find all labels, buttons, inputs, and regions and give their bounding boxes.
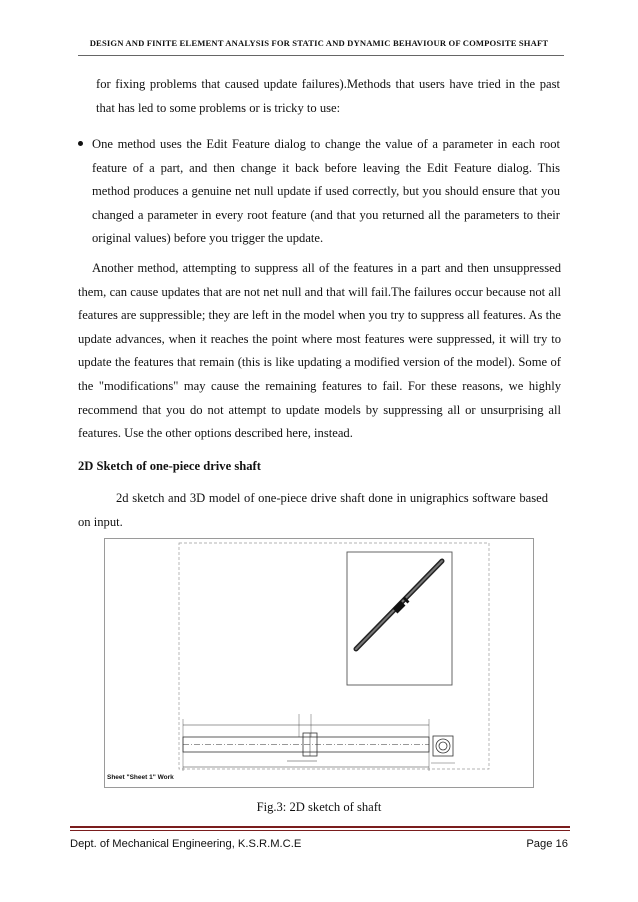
footer-department: Dept. of Mechanical Engineering, K.S.R.M.C.E bbox=[70, 838, 302, 850]
bullet-icon bbox=[78, 141, 83, 146]
footer-divider-thin bbox=[70, 830, 570, 831]
paragraph-continuation: for fixing problems that caused update failures).Methods that users have tried in the past that has led to some problems or is tricky to use: bbox=[96, 77, 560, 115]
end-view-shaft bbox=[431, 736, 455, 763]
footer-divider bbox=[70, 826, 570, 828]
header-divider bbox=[78, 55, 564, 56]
sheet-label: Sheet "Sheet 1" Work bbox=[107, 774, 174, 781]
drawing-sheet bbox=[105, 539, 533, 787]
footer-page-number: Page 16 bbox=[526, 838, 568, 850]
isometric-view-frame bbox=[347, 552, 452, 685]
bullet-text: One method uses the Edit Feature dialog to change the value of a parameter in each root feature of a part, and then change it back before leaving the Edit Feature dialog. This method produces a genuine net null update if used correctly, but you should ensure that you changed a parameter in every root feature (and that you returned all the parameters to their original values) before you trigger the update. bbox=[92, 137, 560, 246]
paragraph-sketch-intro: 2d sketch and 3D model of one-piece drive shaft done in unigraphics software based on input. bbox=[78, 491, 548, 529]
figure-caption: Fig.3: 2D sketch of shaft bbox=[256, 800, 382, 814]
section-heading: 2D Sketch of one-piece drive shaft bbox=[78, 459, 261, 473]
paragraph-another-method: Another method, attempting to suppress all of the features in a part and then unsuppressed them, can cause updates that are not net null and that will fail.The failures occur because not all features are suppressible; they are left in the model when you try to suppress all features. As the update advances, when it reaches the point where most features were suppressed, it will try to update the features that remain (this is like updating a modified version of the model). Some of the "modifications" may cause the remaining features to fail. For these reasons, we highly recommend that you do not attempt to update models by suppressing all or unsurprising all features. Use the other options described here, instead. bbox=[78, 261, 561, 441]
running-header: DESIGN AND FINITE ELEMENT ANALYSIS FOR STATIC AND DYNAMIC BEHAVIOUR OF COMPOSITE SHAFT bbox=[89, 38, 549, 48]
front-view-shaft bbox=[183, 714, 429, 771]
figure-shaft-sketch bbox=[104, 538, 534, 788]
